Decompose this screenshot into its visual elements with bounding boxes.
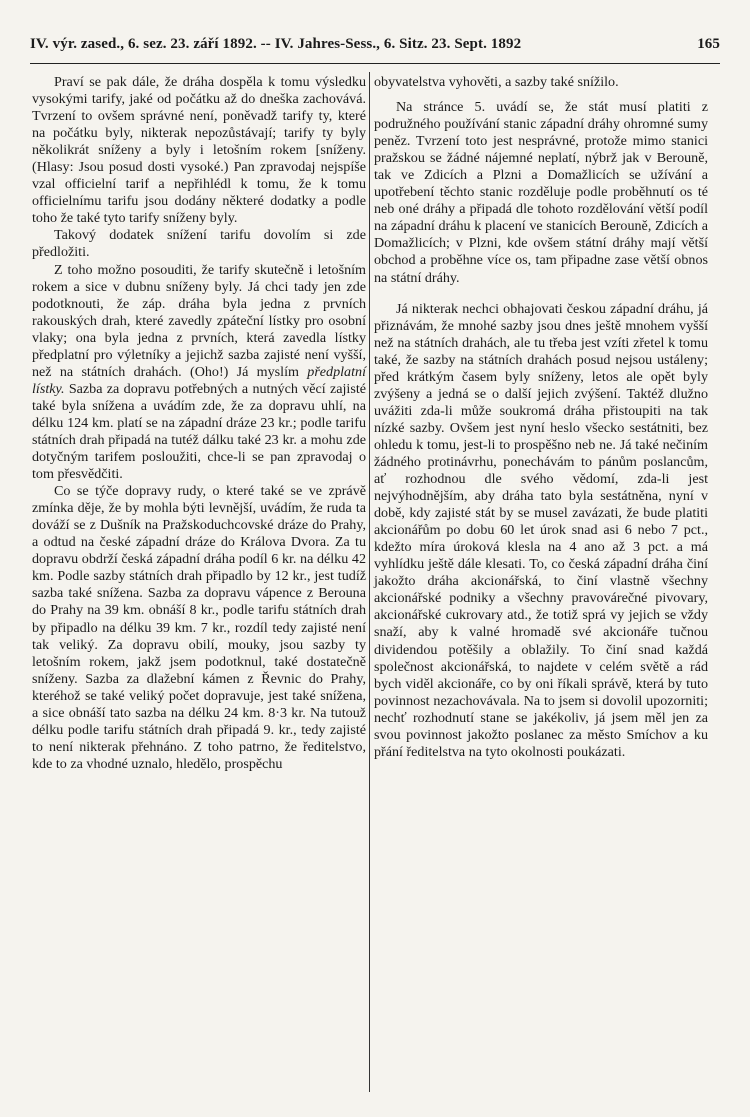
paragraph: [32, 262, 366, 484]
paragraph: Co se týče dopravy rudy, o které také se ve zprávě zmínka děje, že by mohla býti levnější, uvádím, že ruda ta dováží se z Dušník na Pražskoduchcovské dráze do Prahy, a odtud na české západní dráze do Králova Dvora. Za tu dopravu obdrží česká západní dráha podíl 6 kr. na délku 42 km. Podle sazby státních drah připadlo by 12 kr., jest tudíž sazba také snížena. Sazba za dopravu vápence z Berouna do Prahy na 39 km. obnáší 8 kr., podle tarifu státních drah by připadlo na délku 39 km. 7 kr., rozdíl tedy zajisté není tak veliký. Za dopravu obilí, mouky, jsou sazby ty letošním rokem, jakž jsem podotknul, také dostatečně sníženy. Sazba za dlažební kámen z Řevnic do Prahy, kteréhož se také veliký počet dopravuje, jest také snížena, a sice obnáší tato sazba na délku 24 km. 8·3 kr. Na tutouž délku podle tarifu státních drah připadá 9. kr., tedy zajisté to není nikterak přehnáno. Z toho patrno, že ředitelstvo, kde to za vhodné uznalo, hledělo, prospěchu: [32, 483, 366, 772]
header-rule: [30, 63, 720, 64]
left-column: [32, 74, 366, 773]
paragraph-text: Z toho možno posouditi, že tarify skutečně i letošním rokem a sice v dubnu sníženy byly. Já chci tady jen zde podotknouti, že záp. dráha byla jedna z prvních rakouských drah, které zavedly zpáteční lístky pro osobní vlaky; ona byla jedna z prvních, která zavedla lístky předplatní pro výletníky a jejichž sazba zajisté není vyšší, než na státních drahách. (Oho!) Já myslím: [32, 261, 366, 380]
paragraph: Takový dodatek snížení tarifu dovolím si zde předložiti.: [32, 227, 366, 261]
running-header: [30, 36, 720, 53]
paragraph: Já nikterak nechci obhajovati českou západní dráhu, já přiznávám, že mnohé sazby jsou dnes ještě mnohem vyšší než na státních drahách, ale tu třeba jest vzíti zřetel k tomu také, že sazby na státních drahách posud nejsou ustáleny; před krátkým časem byly sníženy, letos ale opět byly zvýšeny a jedná se o další jejich zvýšení. Taktéž dlužno uvážiti zda-li může soukromá dráha přistoupiti na tak nízké sazby. Ovšem jest nyní heslo všecko sestátniti, bez ohledu k tomu, jest-li to prospěšno neb ne. Já také nečiním žádného protinávrhu, ponechávám to pánům poslancům, ať rozhodnou dle svého vědomí, zda-li jest nejvýhodnějším, aby dráha tato byla sestátněna, nyní v době, kdy zajisté stát by se musel zavázati, že bude platiti akcionářům po dobu 60 let úrok snad asi 6 nebo 7 pct., kdežto míra úroková klesla na 4 ano až 3 pct. a má vyhlídku ještě dále klesati. To, co česká západní dráha činí jakožto dráha akcionářská, to činí vlastně všechny akcionářské podniky a všechny pravovárečné pivovary, akcionářské cukrovary atd., že totiž sprá vy jejich se vždy snaží, aby k valné hromadě své akcionáře tučnou dividendou potěšily a oblažily. To činí snad každá společnost akcionářská, to najdete v celém světě a rád bych viděl akcionáře, co by oni říkali správě, která by tuto povinnost nezachovávala. Na to jsem si dovolil upozorniti; nechť rozhodnutí stane se jakékoliv, já jsem měl jen za svou povinnost jakožto poslanec za město Smíchov a ku přání ředitelstva na tyto okolnosti poukázati.: [374, 300, 708, 760]
paragraph: Praví se pak dále, že dráha dospěla k tomu výsledku vysokými tarify, jaké od počátku až do dneška zachovává. Tvrzení to ovšem správné není, poněvadž tarify ty, které na počátku byly, nikterak nepozůstávají; tarify ty byly několikrát sníženy a byly i letošním rokem [sníženy. (Hlasy: Jsou posud dosti vysoké.) Pan zpravodaj nejspíše vzal officielní tarif a nepřihlédl k tomu, že k tomu officielnímu tarifu jsou dodány některé dodatky a podle toho že také tyto tarify sníženy byly.: [32, 74, 366, 227]
paragraph: obyvatelstva vyhověti, a sazby také snížilo.: [374, 74, 619, 90]
emphasis-text: předplatní lístky.: [32, 363, 366, 397]
header-title: IV. výr. zased., 6. sez. 23. září 1892. -- IV. Jahres-Sess., 6. Sitz. 23. Sept. 1892: [30, 36, 522, 52]
page-number: 165: [697, 36, 720, 52]
paragraph: Na stránce 5. uvádí se, že stát musí platiti z podružného používání stanic západní dráhy ohromné sumy peněz. Tvrzení toto jest nesprávné, protože mimo stanici pražskou se žádné nájemné neplatí, nýbrž jak v Berouně, tak ve Zdicích a Plzni a Domažlicích se užívání a upotřebení těchto stanic rozděluje podle proběhnutí os té neb oné dráhy a připadá dle tohoto rozdělování větší podíl na západní dráhu k placení ve stanicích Berouně, Zdicích a Domažlicích; v Plzni, kde ovšem státní dráhy mají větší obchod a proběhne více os, tam připadne zase větší obnos na státní dráhy.: [374, 99, 708, 286]
right-column: [374, 74, 708, 761]
column-divider: [369, 72, 370, 1092]
paragraph-text: Sazba za dopravu potřebných a nutných věcí zajisté také byla snížena a uvádím zde, že za dopravu uhlí, na délku 124 km. platí se na západní dráze 23 kr.; podle tarifu státních drah připadá na tutéž dálku také 23 kr. a mohu zde dotyčným tarifem posloužiti, chce-li se pan zpravodaj o tom přesvědčiti.: [32, 380, 366, 483]
